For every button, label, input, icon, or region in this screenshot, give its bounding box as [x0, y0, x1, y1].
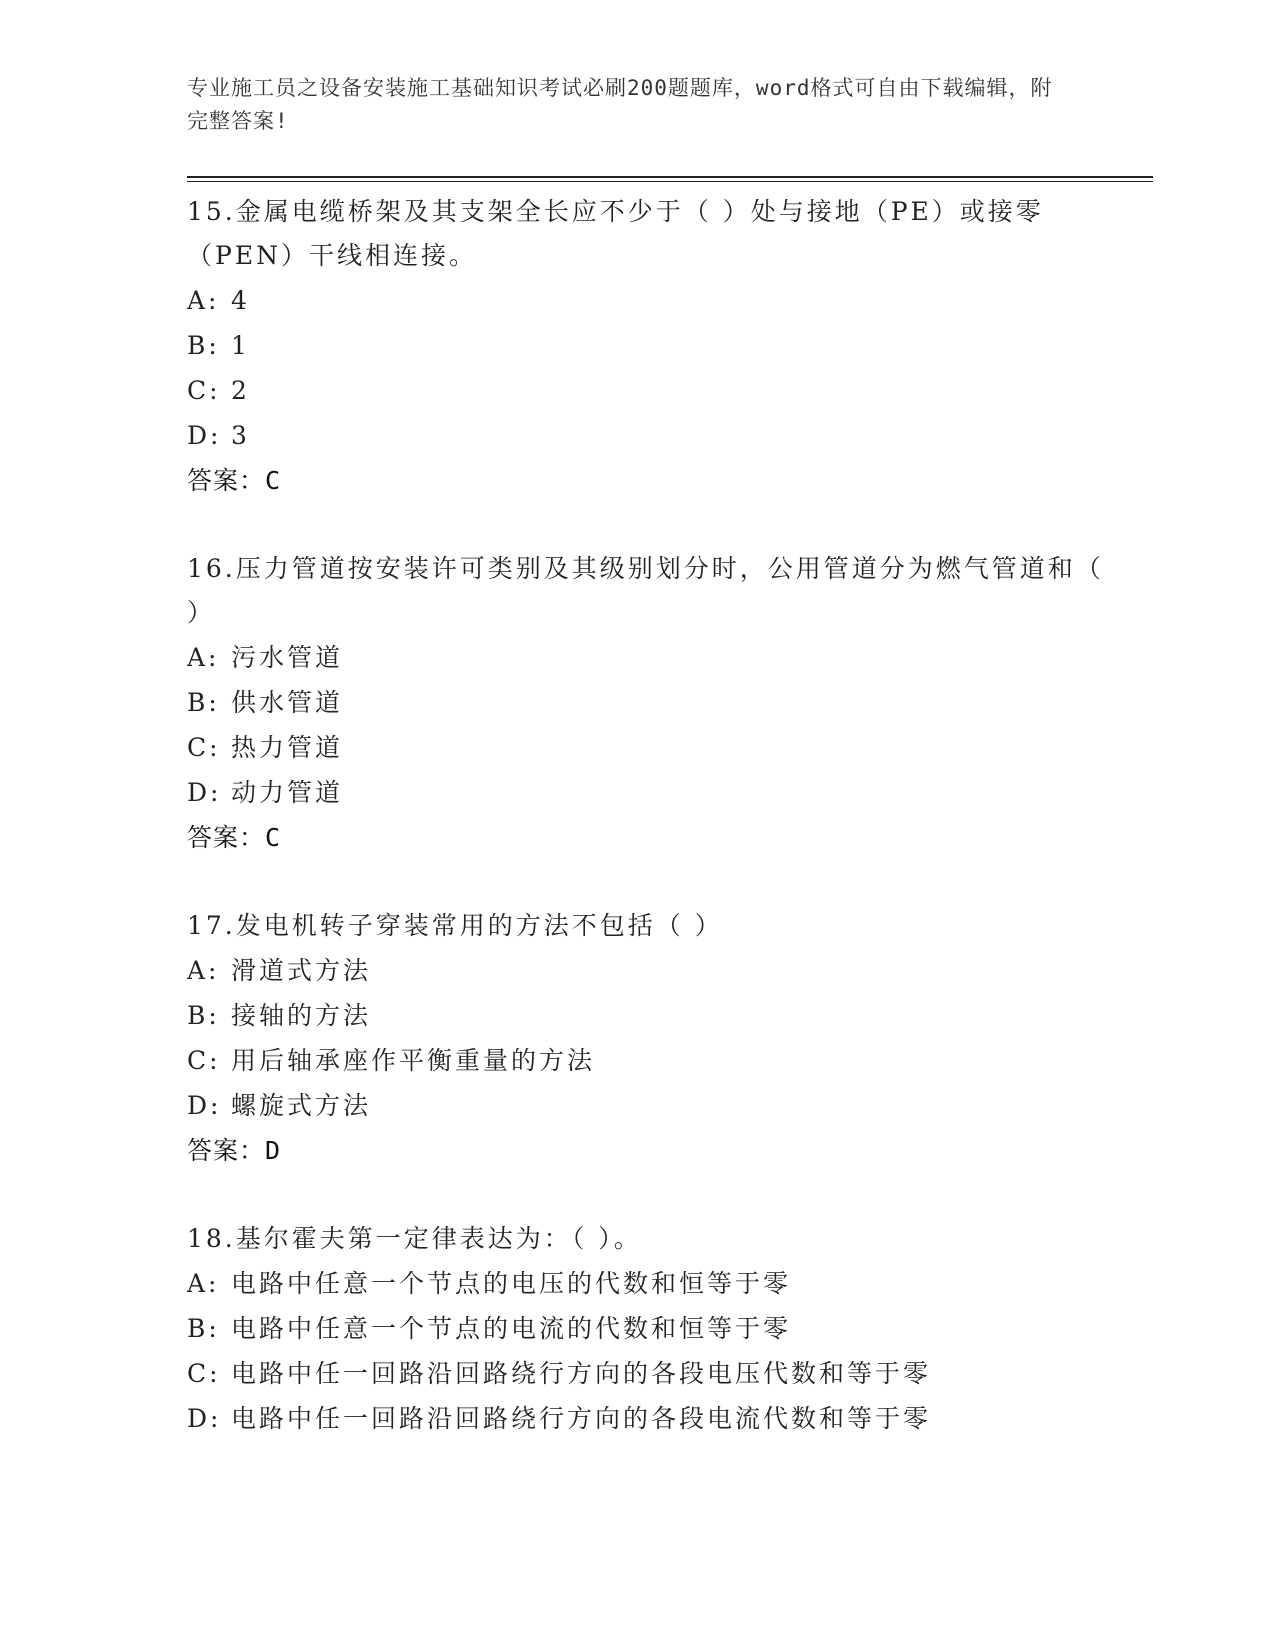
question-stem: 15.金属电缆桥架及其支架全长应不少于（ ）处与接地（PE）或接零（PEN）干线相连接。: [187, 197, 1044, 270]
option-text: 热力管道: [231, 733, 344, 762]
option-a: [187, 278, 1107, 323]
option-d: [187, 413, 1107, 458]
option-text: 用后轴承座作平衡重量的方法: [231, 1046, 596, 1075]
option-b: [187, 323, 1107, 368]
option-key: D:: [187, 1091, 222, 1120]
option-d: [187, 1083, 1107, 1128]
option-b: [187, 993, 1107, 1038]
option-text: 污水管道: [231, 643, 344, 672]
option-a: [187, 948, 1107, 993]
option-text: 电路中任一回路沿回路绕行方向的各段电压代数和等于零: [231, 1359, 932, 1388]
option-key: C:: [187, 376, 221, 405]
option-c: [187, 1038, 1107, 1083]
answer-line: 答案：D: [187, 1136, 282, 1165]
option-b: [187, 1306, 1107, 1351]
header-divider-thick: [187, 176, 1153, 178]
option-a: [187, 635, 1107, 680]
option-a: [187, 1261, 1107, 1306]
option-key: B:: [187, 688, 220, 717]
option-text: 接轴的方法: [231, 1001, 372, 1030]
option-b: [187, 680, 1107, 725]
option-key: D:: [187, 778, 222, 807]
option-key: C:: [187, 1046, 221, 1075]
question-stem: 18.基尔霍夫第一定律表达为：（ ）。: [187, 1224, 642, 1253]
option-text: 电路中任意一个节点的电压的代数和恒等于零: [231, 1269, 792, 1298]
option-text: 3: [231, 421, 250, 450]
option-key: A:: [187, 286, 220, 315]
option-key: D:: [187, 421, 222, 450]
option-text: 4: [231, 286, 250, 315]
option-key: D:: [187, 1404, 222, 1433]
option-text: 供水管道: [231, 688, 344, 717]
question-list: [187, 190, 1107, 1485]
option-text: 滑道式方法: [231, 956, 372, 985]
option-c: [187, 368, 1107, 413]
option-key: A:: [187, 1269, 220, 1298]
option-key: A:: [187, 643, 220, 672]
option-text: 1: [231, 331, 250, 360]
option-d: [187, 770, 1107, 815]
option-text: 电路中任意一个节点的电流的代数和恒等于零: [231, 1314, 792, 1343]
question-16: [187, 547, 1107, 860]
option-c: [187, 1351, 1107, 1396]
page-header: 专业施工员之设备安装施工基础知识考试必刷200题题库，word格式可自由下载编辑，附完整答案!: [187, 76, 1053, 133]
option-text: 电路中任一回路沿回路绕行方向的各段电流代数和等于零: [231, 1404, 932, 1433]
option-text: 动力管道: [231, 778, 344, 807]
option-key: B:: [187, 1001, 220, 1030]
option-text: 2: [231, 376, 250, 405]
option-key: C:: [187, 733, 221, 762]
option-text: 螺旋式方法: [231, 1091, 372, 1120]
option-key: B:: [187, 331, 220, 360]
answer-line: 答案：C: [187, 466, 282, 495]
question-17: [187, 904, 1107, 1173]
question-18: [187, 1217, 1107, 1441]
option-key: A:: [187, 956, 220, 985]
option-key: C:: [187, 1359, 221, 1388]
option-d: [187, 1396, 1107, 1441]
question-15: [187, 190, 1107, 503]
question-stem: 17.发电机转子穿装常用的方法不包括（ ）: [187, 911, 723, 940]
option-c: [187, 725, 1107, 770]
option-key: B:: [187, 1314, 220, 1343]
answer-line: 答案：C: [187, 823, 282, 852]
header-divider-thin: [187, 181, 1153, 182]
question-stem: 16.压力管道按安装许可类别及其级别划分时，公用管道分为燃气管道和（ ）: [187, 554, 1104, 627]
